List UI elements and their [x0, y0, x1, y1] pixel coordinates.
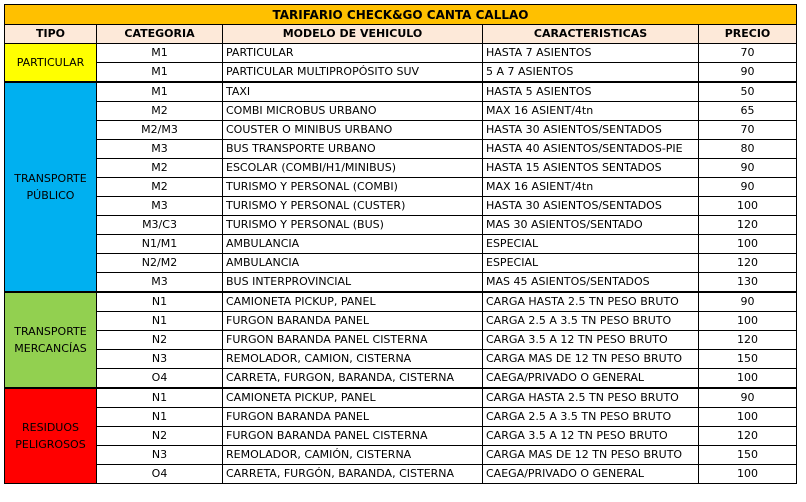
caracteristicas-cell: CAEGA/PRIVADO O GENERAL [483, 465, 699, 484]
caracteristicas-cell: ESPECIAL [483, 254, 699, 273]
categoria-cell: N3 [97, 446, 223, 465]
tarifario-table [4, 4, 797, 484]
tarifario-body [5, 5, 797, 484]
categoria-cell: N2 [97, 331, 223, 350]
modelo-cell: ESCOLAR (COMBI/H1/MINIBUS) [223, 159, 483, 178]
categoria-cell: N2 [97, 427, 223, 446]
categoria-cell: M3 [97, 273, 223, 293]
precio-cell: 90 [699, 292, 797, 312]
modelo-cell: FURGON BARANDA PANEL CISTERNA [223, 427, 483, 446]
table-row [5, 331, 797, 350]
modelo-cell: CAMIONETA PICKUP, PANEL [223, 388, 483, 408]
caracteristicas-cell: CARGA 3.5 A 12 TN PESO BRUTO [483, 427, 699, 446]
categoria-cell: N1 [97, 292, 223, 312]
table-title: TARIFARIO CHECK&GO CANTA CALLAO [5, 5, 797, 25]
precio-cell: 70 [699, 44, 797, 63]
caracteristicas-cell: MAS 45 ASIENTOS/SENTADOS [483, 273, 699, 293]
categoria-cell: M2 [97, 178, 223, 197]
precio-cell: 65 [699, 102, 797, 121]
precio-cell: 150 [699, 446, 797, 465]
modelo-cell: COUSTER O MINIBUS URBANO [223, 121, 483, 140]
categoria-cell: M2 [97, 159, 223, 178]
caracteristicas-cell: CARGA MAS DE 12 TN PESO BRUTO [483, 446, 699, 465]
caracteristicas-cell: HASTA 15 ASIENTOS SENTADOS [483, 159, 699, 178]
table-row [5, 102, 797, 121]
table-row [5, 82, 797, 102]
precio-cell: 90 [699, 63, 797, 83]
table-row [5, 465, 797, 484]
modelo-cell: FURGON BARANDA PANEL [223, 312, 483, 331]
table-row [5, 292, 797, 312]
tipo-residuos-peligrosos: RESIDUOS PELIGROSOS [5, 388, 97, 484]
modelo-cell: FURGON BARANDA PANEL [223, 408, 483, 427]
table-row [5, 44, 797, 63]
modelo-cell: FURGON BARANDA PANEL CISTERNA [223, 331, 483, 350]
tipo-transporte-publico: TRANSPORTE PÚBLICO [5, 82, 97, 292]
categoria-cell: M2 [97, 102, 223, 121]
caracteristicas-cell: CARGA 3.5 A 12 TN PESO BRUTO [483, 331, 699, 350]
precio-cell: 90 [699, 388, 797, 408]
precio-cell: 100 [699, 465, 797, 484]
categoria-cell: M1 [97, 63, 223, 83]
precio-cell: 150 [699, 350, 797, 369]
header-categoria: CATEGORIA [97, 25, 223, 44]
table-row [5, 63, 797, 83]
categoria-cell: N3 [97, 350, 223, 369]
caracteristicas-cell: 5 A 7 ASIENTOS [483, 63, 699, 83]
precio-cell: 120 [699, 254, 797, 273]
modelo-cell: TURISMO Y PERSONAL (BUS) [223, 216, 483, 235]
caracteristicas-cell: CARGA 2.5 A 3.5 TN PESO BRUTO [483, 408, 699, 427]
precio-cell: 100 [699, 235, 797, 254]
precio-cell: 120 [699, 427, 797, 446]
tipo-particular: PARTICULAR [5, 44, 97, 83]
modelo-cell: CARRETA, FURGÓN, BARANDA, CISTERNA [223, 465, 483, 484]
modelo-cell: REMOLADOR, CAMION, CISTERNA [223, 350, 483, 369]
precio-cell: 120 [699, 331, 797, 350]
table-row [5, 446, 797, 465]
caracteristicas-cell: MAX 16 ASIENT/4tn [483, 102, 699, 121]
categoria-cell: N2/M2 [97, 254, 223, 273]
header-row [5, 25, 797, 44]
precio-cell: 90 [699, 178, 797, 197]
table-row [5, 216, 797, 235]
categoria-cell: N1 [97, 388, 223, 408]
precio-cell: 100 [699, 408, 797, 427]
table-row [5, 273, 797, 293]
precio-cell: 100 [699, 197, 797, 216]
categoria-cell: M3/C3 [97, 216, 223, 235]
modelo-cell: COMBI MICROBUS URBANO [223, 102, 483, 121]
title-row [5, 5, 797, 25]
precio-cell: 80 [699, 140, 797, 159]
modelo-cell: BUS TRANSPORTE URBANO [223, 140, 483, 159]
caracteristicas-cell: MAX 16 ASIENT/4tn [483, 178, 699, 197]
caracteristicas-cell: MAS 30 ASIENTOS/SENTADO [483, 216, 699, 235]
precio-cell: 100 [699, 312, 797, 331]
header-modelo: MODELO DE VEHICULO [223, 25, 483, 44]
table-row [5, 427, 797, 446]
modelo-cell: REMOLADOR, CAMIÓN, CISTERNA [223, 446, 483, 465]
precio-cell: 90 [699, 159, 797, 178]
precio-cell: 100 [699, 369, 797, 389]
caracteristicas-cell: CARGA 2.5 A 3.5 TN PESO BRUTO [483, 312, 699, 331]
modelo-cell: TAXI [223, 82, 483, 102]
table-row [5, 197, 797, 216]
categoria-cell: M2/M3 [97, 121, 223, 140]
precio-cell: 120 [699, 216, 797, 235]
header-tipo: TIPO [5, 25, 97, 44]
categoria-cell: M1 [97, 44, 223, 63]
caracteristicas-cell: HASTA 30 ASIENTOS/SENTADOS [483, 121, 699, 140]
caracteristicas-cell: CAEGA/PRIVADO O GENERAL [483, 369, 699, 389]
categoria-cell: N1/M1 [97, 235, 223, 254]
categoria-cell: O4 [97, 369, 223, 389]
categoria-cell: N1 [97, 312, 223, 331]
table-row [5, 159, 797, 178]
precio-cell: 50 [699, 82, 797, 102]
caracteristicas-cell: HASTA 5 ASIENTOS [483, 82, 699, 102]
header-precio: PRECIO [699, 25, 797, 44]
modelo-cell: CARRETA, FURGON, BARANDA, CISTERNA [223, 369, 483, 389]
categoria-cell: O4 [97, 465, 223, 484]
modelo-cell: BUS INTERPROVINCIAL [223, 273, 483, 293]
table-row [5, 312, 797, 331]
modelo-cell: TURISMO Y PERSONAL (COMBI) [223, 178, 483, 197]
table-row [5, 254, 797, 273]
header-caracteristicas: CARACTERISTICAS [483, 25, 699, 44]
caracteristicas-cell: HASTA 7 ASIENTOS [483, 44, 699, 63]
precio-cell: 70 [699, 121, 797, 140]
caracteristicas-cell: HASTA 40 ASIENTOS/SENTADOS-PIE [483, 140, 699, 159]
categoria-cell: N1 [97, 408, 223, 427]
modelo-cell: TURISMO Y PERSONAL (CUSTER) [223, 197, 483, 216]
table-row [5, 140, 797, 159]
precio-cell: 130 [699, 273, 797, 293]
modelo-cell: CAMIONETA PICKUP, PANEL [223, 292, 483, 312]
tipo-transporte-mercancias: TRANSPORTE MERCANCÍAS [5, 292, 97, 388]
table-row [5, 388, 797, 408]
table-row [5, 408, 797, 427]
modelo-cell: AMBULANCIA [223, 254, 483, 273]
caracteristicas-cell: ESPECIAL [483, 235, 699, 254]
caracteristicas-cell: CARGA HASTA 2.5 TN PESO BRUTO [483, 388, 699, 408]
table-row [5, 121, 797, 140]
caracteristicas-cell: CARGA HASTA 2.5 TN PESO BRUTO [483, 292, 699, 312]
caracteristicas-cell: CARGA MAS DE 12 TN PESO BRUTO [483, 350, 699, 369]
modelo-cell: PARTICULAR MULTIPROPÓSITO SUV [223, 63, 483, 83]
table-row [5, 235, 797, 254]
caracteristicas-cell: HASTA 30 ASIENTOS/SENTADOS [483, 197, 699, 216]
modelo-cell: AMBULANCIA [223, 235, 483, 254]
categoria-cell: M3 [97, 197, 223, 216]
modelo-cell: PARTICULAR [223, 44, 483, 63]
table-row [5, 369, 797, 389]
categoria-cell: M1 [97, 82, 223, 102]
table-row [5, 350, 797, 369]
categoria-cell: M3 [97, 140, 223, 159]
table-row [5, 178, 797, 197]
